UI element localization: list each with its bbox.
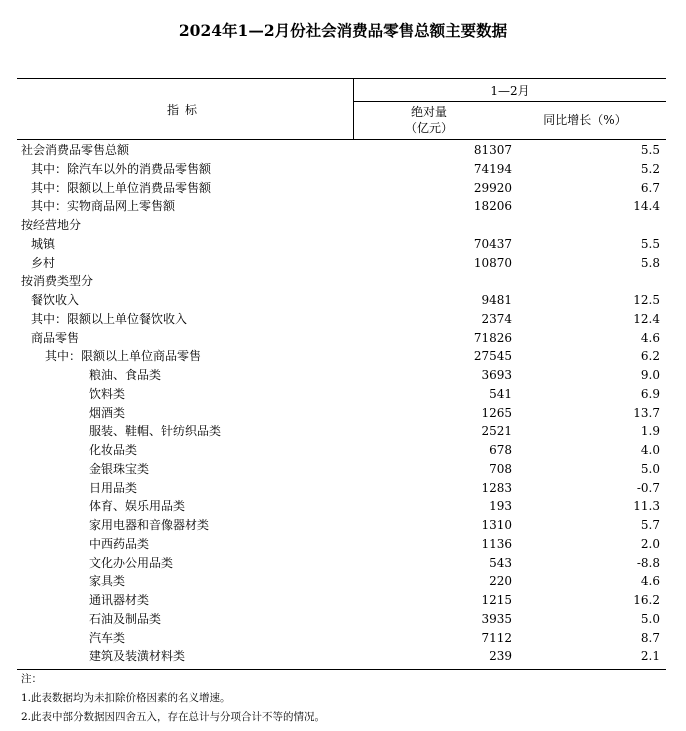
table-row	[17, 141, 666, 160]
row-label: 汽车类	[89, 630, 126, 645]
row-value: 1215	[481, 593, 512, 607]
row-value: 3693	[481, 368, 512, 382]
row-label: 饮料类	[89, 386, 126, 401]
table-row	[17, 160, 666, 179]
row-label: 乡村	[31, 255, 56, 270]
row-label: 化妆品类	[89, 443, 138, 457]
row-value: 10870	[473, 255, 512, 270]
header-subdivider	[354, 101, 666, 102]
row-label: 其中：限额以上单位餐饮收入	[31, 311, 188, 326]
row-label: 按经营地分	[21, 218, 82, 232]
row-label: 日用品类	[89, 480, 138, 495]
row-value: 9481	[481, 293, 512, 307]
table-row	[17, 254, 666, 273]
header-absolute-line2: （亿元）	[404, 121, 453, 135]
row-value: 29920	[473, 180, 512, 195]
row-label: 石油及制品类	[89, 611, 162, 626]
row-label: 体育、娱乐用品类	[89, 499, 186, 514]
row-growth: 8.7	[640, 630, 660, 645]
row-value: 71826	[473, 330, 512, 345]
row-label: 服装、鞋帽、针纺织品类	[89, 424, 222, 439]
page-title: 2024年1—2月份社会消费品零售总额主要数据	[178, 21, 508, 40]
row-value: 2521	[481, 424, 512, 439]
row-label: 其中：限额以上单位商品零售	[45, 349, 202, 364]
row-value: 18206	[473, 199, 512, 214]
row-value: 543	[489, 555, 512, 570]
table-row	[17, 497, 666, 516]
row-value: 3935	[481, 611, 512, 626]
row-growth: 12.5	[633, 293, 660, 307]
row-growth: 2.1	[640, 649, 660, 664]
row-growth: 5.0	[640, 461, 660, 476]
notes	[21, 670, 325, 727]
row-value: 2374	[481, 311, 512, 326]
row-label: 粮油、食品类	[89, 368, 162, 382]
row-growth: 12.4	[633, 311, 660, 326]
data-table	[17, 78, 666, 670]
row-growth: -0.7	[636, 480, 660, 495]
table-row	[17, 535, 666, 554]
header-period: 1—2月	[490, 84, 530, 98]
row-value: 7112	[481, 630, 512, 645]
row-value: 220	[489, 574, 512, 589]
note-2: 2.此表中部分数据因四舍五入，存在总计与分项合计不等的情况。	[21, 711, 326, 723]
table-body	[17, 140, 666, 670]
table-row	[17, 347, 666, 366]
row-growth: 11.3	[633, 499, 660, 514]
row-label: 城镇	[31, 236, 56, 251]
row-growth: -8.8	[636, 555, 660, 570]
table-row	[17, 647, 666, 666]
table-row	[17, 197, 666, 216]
row-value: 1283	[481, 480, 512, 495]
row-label: 文化办公用品类	[89, 555, 174, 570]
table-row	[17, 385, 666, 404]
table-row	[17, 291, 666, 310]
row-growth: 5.7	[640, 518, 660, 532]
header-absolute	[354, 104, 504, 136]
table-row	[17, 460, 666, 479]
row-label: 金银珠宝类	[89, 461, 150, 476]
row-value: 239	[489, 649, 512, 664]
note-1: 1.此表数据均为未扣除价格因素的名义增速。	[21, 692, 231, 704]
row-growth: 5.8	[640, 255, 660, 270]
table-row	[17, 310, 666, 329]
header-absolute-line1: 绝对量	[410, 105, 447, 119]
row-growth: 6.9	[640, 386, 660, 401]
notes-heading: 注：	[21, 673, 42, 685]
row-label: 餐饮收入	[31, 293, 80, 307]
row-label: 家用电器和音像器材类	[89, 518, 210, 532]
row-growth: 6.2	[640, 349, 660, 364]
table-row	[17, 329, 666, 348]
row-label: 其中：限额以上单位消费品零售额	[31, 180, 212, 195]
row-value: 81307	[473, 143, 512, 157]
row-growth: 5.0	[640, 611, 660, 626]
row-growth: 2.0	[640, 536, 660, 551]
row-label: 社会消费品零售总额	[21, 143, 130, 157]
table-row	[17, 610, 666, 629]
row-value: 193	[489, 499, 512, 514]
table-row	[17, 572, 666, 591]
row-value: 27545	[473, 349, 512, 364]
table-row	[17, 216, 666, 235]
row-growth: 4.6	[640, 330, 660, 345]
table-row	[17, 404, 666, 423]
row-growth: 9.0	[640, 368, 660, 382]
table-row	[17, 629, 666, 648]
table-row	[17, 235, 666, 254]
row-growth: 4.6	[640, 574, 660, 589]
table-row	[17, 516, 666, 535]
row-growth: 6.7	[640, 180, 660, 195]
row-label: 烟酒类	[89, 405, 126, 420]
row-value: 70437	[473, 236, 512, 251]
row-growth: 16.2	[633, 593, 660, 607]
table-row	[17, 554, 666, 573]
row-label: 商品零售	[31, 330, 80, 345]
table-row	[17, 441, 666, 460]
row-value: 708	[489, 461, 512, 476]
table-row	[17, 272, 666, 291]
row-growth: 1.9	[640, 424, 660, 439]
row-value: 1136	[481, 536, 512, 551]
row-value: 1265	[481, 405, 512, 420]
table-header	[17, 78, 666, 140]
row-label: 中西药品类	[89, 536, 150, 551]
table-row	[17, 179, 666, 198]
row-growth: 13.7	[633, 405, 660, 420]
row-growth: 4.0	[640, 443, 660, 457]
table-row	[17, 591, 666, 610]
row-value: 678	[489, 443, 512, 457]
row-label: 通讯器材类	[89, 593, 150, 607]
table-row	[17, 366, 666, 385]
row-value: 1310	[481, 518, 512, 532]
row-label: 其中：实物商品网上零售额	[31, 199, 176, 214]
row-growth: 5.2	[640, 161, 660, 176]
row-value: 541	[489, 386, 512, 401]
header-indicator: 指标	[166, 103, 203, 117]
table-row	[17, 479, 666, 498]
row-label: 建筑及装潢材料类	[89, 649, 186, 664]
table-row	[17, 422, 666, 441]
row-label: 按消费类型分	[21, 274, 94, 289]
row-growth: 14.4	[633, 199, 660, 214]
row-label: 家具类	[89, 574, 126, 589]
header-yoy: 同比增长（%）	[543, 113, 627, 127]
row-label: 其中：除汽车以外的消费品零售额	[31, 161, 212, 176]
row-growth: 5.5	[640, 143, 660, 157]
row-growth: 5.5	[640, 236, 660, 251]
row-value: 74194	[473, 161, 512, 176]
